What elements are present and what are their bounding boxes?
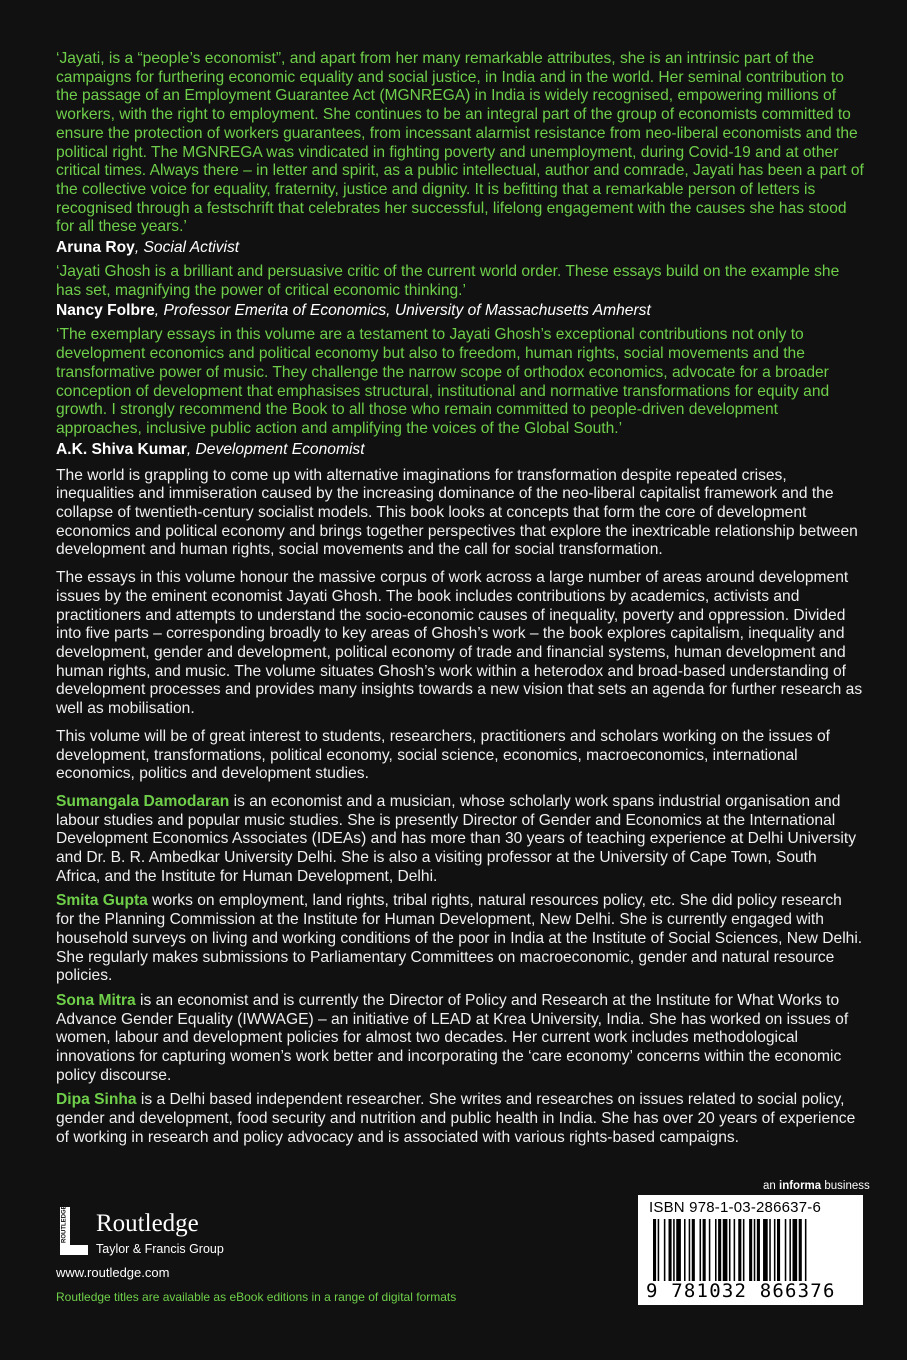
editor-name: Sona Mitra [56,991,136,1009]
barcode-bar [684,1219,686,1281]
publisher-group: Taylor & Francis Group [96,1242,224,1256]
barcode-bar [805,1219,807,1281]
editor-name: Smita Gupta [56,892,148,910]
editor-bio [56,892,864,986]
barcode-bar [653,1219,656,1281]
description-paragraph: The world is grappling to come up with alternative imaginations for transformation despite repeated crises, inequalities and immiseration caused by the increasing dominance of the neo-liberal capitalist framework and the collapse of twentieth-century socialist models. This book looks at concepts that form the core of development economics and political economy and brings together perspectives that explore the inextricable relationship between development and human rights, social movements and the call for social transformation. [56,466,858,559]
endorser-role: , Professor Emerita of Economics, University of Massachusetts Amherst [154,302,651,320]
endorsement-quote: ‘Jayati Ghosh is a brilliant and persuasive critic of the current world order. These essays build on the example she has set, magnifying the power of critical economic thinking.’ [56,263,840,299]
barcode-bar [664,1219,666,1281]
endorser-role: , Development Economist [186,440,365,458]
back-cover-text [56,50,864,1154]
description-paragraph: This volume will be of great interest to students, researchers, practitioners and scholars working on the issues of development, transformations, political economy, social science, economics, macroeconomics, international economics, politics and development studies. [56,727,830,783]
barcode-bar [673,1219,675,1281]
barcode-bar [715,1219,717,1281]
endorser-name: Nancy Folbre [56,302,155,320]
editor-bio [56,1091,864,1147]
barcode-bar [754,1219,756,1281]
barcode-bar [676,1219,681,1281]
editor-bio [56,992,864,1086]
editor-bio-text: is an economist and is currently the Director of Policy and Research at the Institute for What Works to Advance Gender Equality (IWWAGE) – an initiative of LEAD at Krea University, India. She has worked on issues of women, labour and development policies for almost two decades. Her current work includes methodological innovations for capturing women’s work better and incorporating the ‘care economy’ concerns within the economic policy discourse. [56,991,849,1084]
barcode-bar [709,1219,711,1281]
barcode-bar [743,1219,745,1281]
editor-bio-text: is a Delhi based independent researcher. She writes and researches on issues related to social policy, gender and development, food security and nutrition and public health in India. She has over 20 years of experience of working in research and policy advocacy and is associated with various rights-based campaigns. [56,1091,856,1146]
ebook-note: Routledge titles are available as eBook editions in a range of digital formats [56,1290,457,1304]
routledge-logo-icon [56,1205,92,1257]
barcode-bar [729,1219,731,1281]
barcode-bar [763,1219,768,1281]
publisher-name: Routledge [96,1210,199,1237]
barcode-bar [703,1219,706,1281]
barcode-bar [799,1219,802,1281]
editor-name: Sumangala Damodaran [56,792,230,810]
barcode-bar [789,1219,791,1281]
editor-bio [56,793,864,887]
barcode-bar [738,1219,741,1281]
endorser-name: Aruna Roy [56,239,135,257]
description-paragraph: The essays in this volume honour the massive corpus of work across a large number of areas around development issues by the eminent economist Jayati Ghosh. The book includes contributions by academics, activists and practitioners and attempts to understand the socio-economic causes of inequality, poverty and oppression. Divided into five parts – corresponding broadly to key areas of Ghosh’s work – the book explores capitalism, inequality and development, gender and development, political economy of trade and financial systems, human development and human rights, and music. The volume situates Ghosh’s work within a heterodox and broad-based understanding of development processes and provides many insights towards a new vision that sets an agenda for further research as well as mobilisation. [56,569,863,718]
barcode-bar [669,1219,672,1281]
endorser-name: A.K. Shiva Kumar [56,440,187,458]
barcode-bar [692,1219,695,1281]
endorsement-attribution [56,238,864,257]
barcode-bar [718,1219,721,1281]
barcode-icon [653,1219,851,1281]
barcode-bar [658,1219,660,1281]
logo-mark-text: ROUTLEDGE [61,1205,68,1243]
barcode-bar [757,1219,760,1281]
barcode-bar [700,1219,702,1281]
barcode-bar [734,1219,736,1281]
endorsement-attribution [56,301,864,320]
endorsement-attribution [56,440,864,459]
barcode-bar [774,1219,776,1281]
endorsement-quote: ‘Jayati, is a “people’s economist”, and apart from her many remarkable attributes, she is an intrinsic part of the campaigns for furthering economic equality and social justice, in India and in the world. Her seminal contribution to the passage of an Employment Guarantee Act (MGNREGA) in India is widely recognised, empowering millions of workers, with the right to employment. She continues to be an integral part of the group of economists committed to ensure the protection of workers guarantees, from incessant alarmist resistance from neo-liberal economists and the political right. The MGNREGA was vindicated in fighting poverty and unemployment, during Covid-19 and at other critical times. Always there – in letter and spirit, as a public intellectual, author and comrade, Jayati has been a part of the collective voice for equality, fraternity, justice and dignity. It is befitting that a remarkable person of letters is recognised through a festschrift that celebrates her successful, lifelong engagement with the causes she has stood for all these years.’ [56,50,864,236]
barcode-bar [689,1219,691,1281]
barcode-bar [723,1219,728,1281]
publisher-logo [56,1205,296,1255]
isbn-label: ISBN 978-1-03-286637-6 [649,1199,822,1216]
barcode-bar [769,1219,771,1281]
barcode-bar [777,1219,780,1281]
barcode-bar [749,1219,752,1281]
informa-business-label: an informa business [763,1180,870,1192]
editor-bio-text: works on employment, land rights, tribal rights, natural resources policy, etc. She did policy research for the Planning Commission at the Institute for Human Development, New Delhi. She is currently engaged with household surveys on living and working conditions of the poor in India at the Institute of Social Sciences, New Delhi. She regularly makes submissions to Parliamentary Committees on macroeconomic, gender and natural resource policies. [56,892,863,985]
editor-bio-text: is an economist and a musician, whose scholarly work spans industrial organisation and labour studies and popular music studies. She is presently Director of Gender and Economics at the International Development Economics Associates (IDEAs) and has more than 30 years of teaching experience at Delhi University and Dr. B. R. Ambedkar University Delhi. She is also a visiting professor at the University of Cape Town, South Africa, and the Institute for Human Development, Delhi. [56,792,857,885]
barcode-digits: 9 781032 866376 [646,1280,836,1302]
editor-name: Dipa Sinha [56,1091,137,1109]
endorsement-quote: ‘The exemplary essays in this volume are a testament to Jayati Ghosh’s exceptional contributions not only to development economics and political economy but also to freedom, human rights, social movements and the transformative power of music. They challenge the narrow scope of orthodox economics, advocate for a broader conception of development that emphasises structural, institutional and normative transformations for equity and growth. I strongly recommend the Book to all those who remain committed to people-driven development approaches, inclusive public action and amplifying the voices of the Global South.’ [56,326,830,437]
publisher-website: www.routledge.com [56,1265,170,1280]
barcode-bar [785,1219,787,1281]
barcode-bar [793,1219,798,1281]
isbn-barcode-box [638,1195,863,1305]
endorser-role: , Social Activist [134,239,240,257]
